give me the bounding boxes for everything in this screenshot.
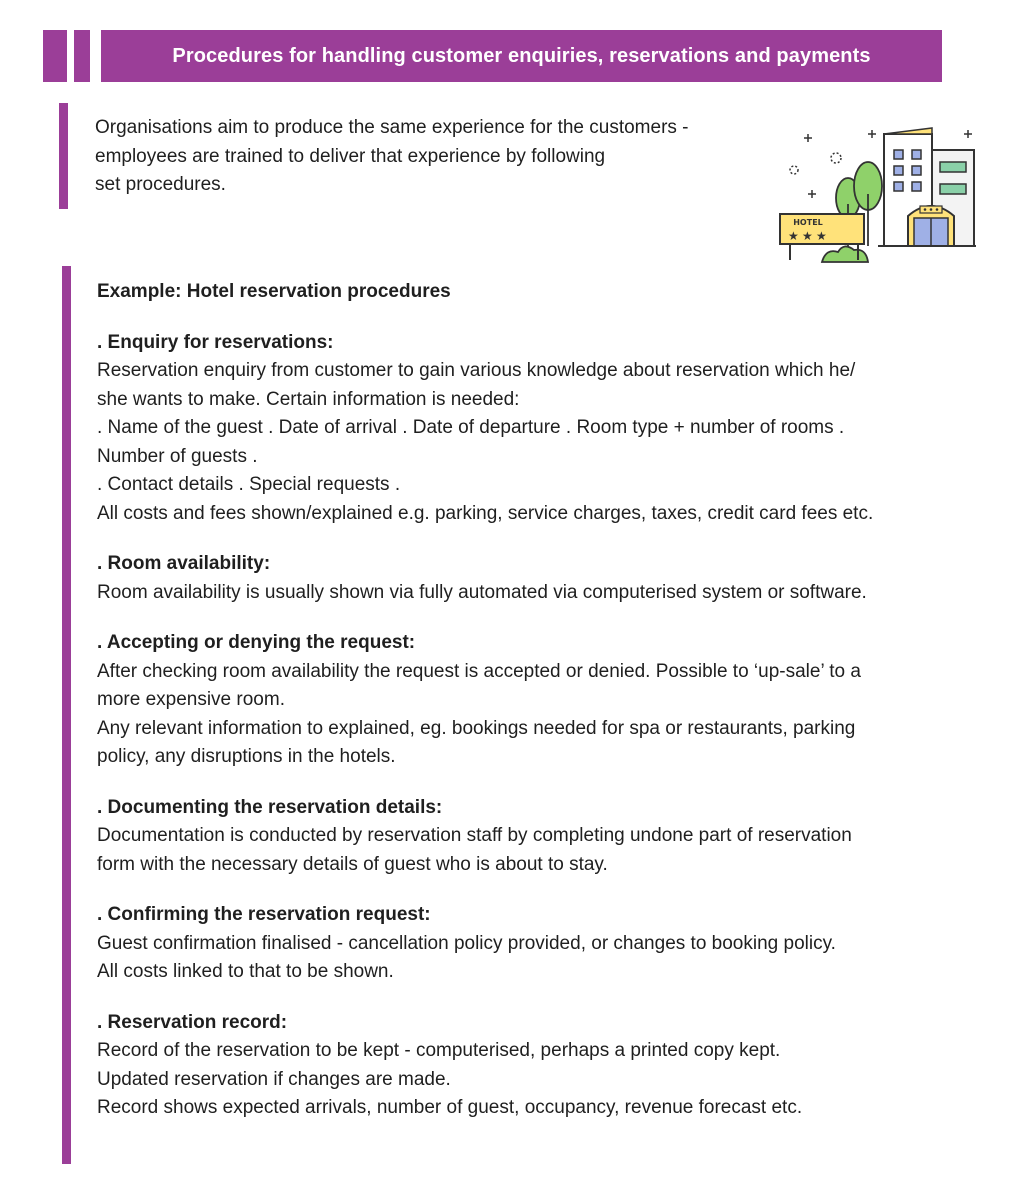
section-heading: . Confirming the reservation request: [97,904,431,925]
intro-line: set procedures. [95,174,226,195]
intro-line: employees are trained to deliver that experience by following [95,145,606,167]
section-line: After checking room availability the request is accepted or denied. Possible to ‘up-sale’ to a [97,660,861,682]
section-line: policy, any disruptions in the hotels. [97,746,396,767]
section-enquiry [97,329,997,529]
section-line: All costs linked to that to be shown. [97,961,394,982]
section-line: All costs and fees shown/explained e.g. parking, service charges, taxes, credit card fees etc. [97,502,874,524]
section-line: Reservation enquiry from customer to gain various knowledge about reservation which he/ [97,360,856,381]
section-room-availability [97,550,997,607]
example-heading: Example: Hotel reservation procedures [97,281,451,302]
section-documenting [97,794,997,880]
section-line: Room availability is usually shown via fully automated via computerised system or software. [97,581,867,603]
section-line: Guest confirmation finalised - cancellation policy provided, or changes to booking policy. [97,932,836,954]
section-line: Record shows expected arrivals, number of guest, occupancy, revenue forecast etc. [97,1097,803,1118]
page-title: Procedures for handling customer enquiries, reservations and payments [101,30,942,82]
main-content [97,278,997,1145]
svg-text:★: ★ [802,229,813,243]
svg-text:★: ★ [788,229,799,243]
section-line: Updated reservation if changes are made. [97,1068,451,1090]
section-line: Documentation is conducted by reservation staff by completing undone part of reservation [97,825,852,846]
section-heading: . Accepting or denying the request: [97,632,416,653]
section-line: Number of guests . [97,445,258,467]
section-heading: . Enquiry for reservations: [97,331,334,353]
intro-line: Organisations aim to produce the same experience for the customers - [95,117,689,138]
section-line: form with the necessary details of guest who is about to stay. [97,853,608,875]
svg-text:★: ★ [816,229,827,243]
header-accent-bar-left [43,30,67,82]
hotel-illustration-icon [778,124,983,266]
header-accent-bar-right [74,30,90,82]
section-confirming [97,901,997,987]
hotel-sign-label: HOTEL [793,218,823,227]
section-line: more expensive room. [97,689,285,710]
section-heading: . Room availability: [97,553,271,574]
section-heading: . Documenting the reservation details: [97,796,443,818]
intro-paragraph [95,114,775,200]
section-heading: . Reservation record: [97,1011,288,1033]
section-reservation-record [97,1009,997,1123]
section-line: she wants to make. Certain information is needed: [97,388,520,410]
section-accepting-denying [97,629,997,772]
section-line: . Contact details . Special requests . [97,474,401,495]
section-line: . Name of the guest . Date of arrival . Date of departure . Room type + number of rooms . [97,417,845,438]
content-accent-bar [62,266,71,1164]
section-line: Record of the reservation to be kept - computerised, perhaps a printed copy kept. [97,1040,781,1061]
intro-accent-bar [59,103,68,209]
section-line: Any relevant information to explained, eg. bookings needed for spa or restaurants, parking [97,717,856,739]
